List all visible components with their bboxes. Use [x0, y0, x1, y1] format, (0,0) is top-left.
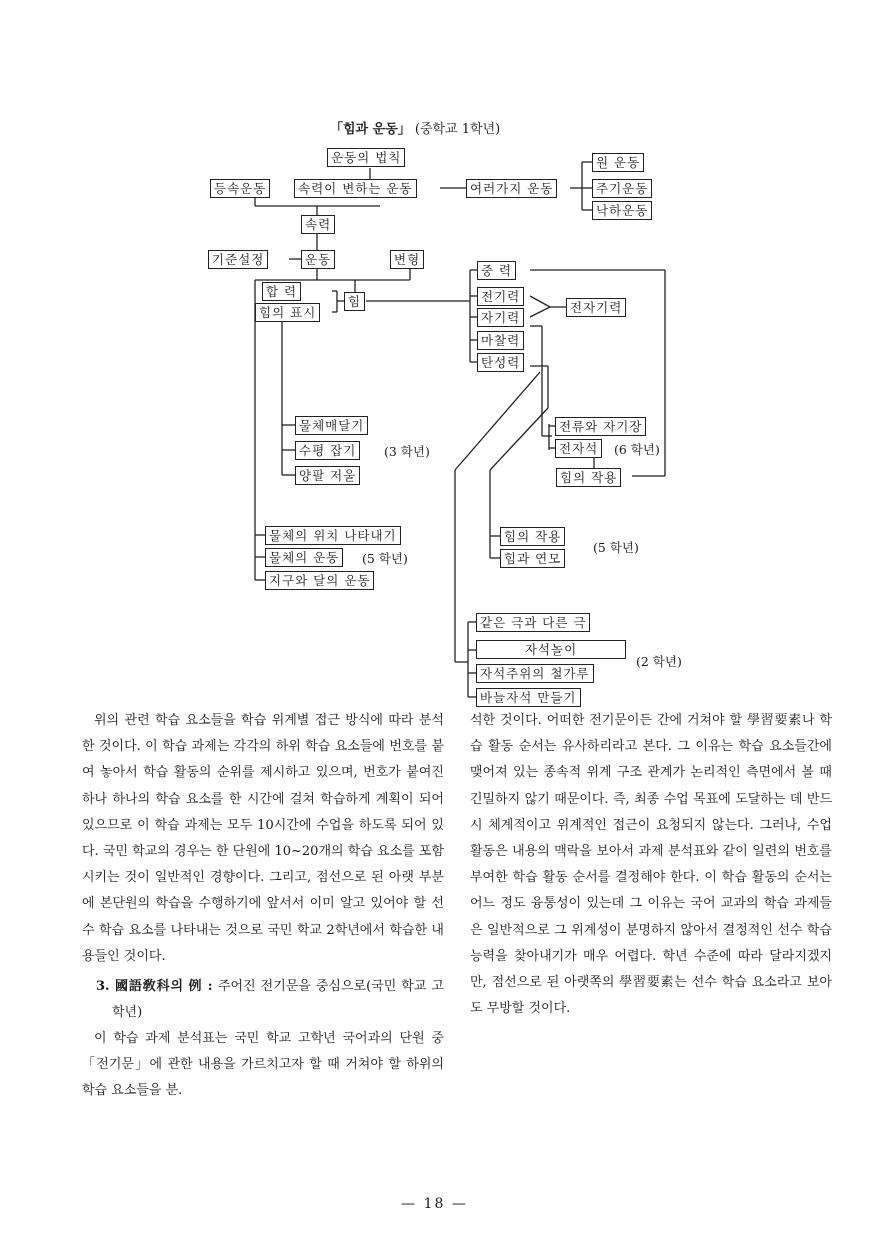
- node-scale: 양팔 저울: [295, 466, 360, 485]
- node-gravity: 중 력: [477, 261, 516, 280]
- node-uniform-motion: 등속운동: [210, 179, 270, 198]
- section-heading: [82, 974, 444, 1026]
- node-force: 힘: [344, 292, 365, 311]
- node-electromagnetic: 전자기력: [566, 298, 626, 317]
- section-heading-bold: 國語敎科의 例 :: [114, 979, 213, 995]
- node-hang-object: 물체매달기: [295, 416, 368, 435]
- node-force-display: 힘의 표시: [255, 303, 320, 322]
- node-friction: 마찰력: [477, 331, 524, 350]
- node-object-motion: 물체의 운동: [265, 548, 343, 567]
- node-motion: 운동: [301, 250, 335, 269]
- node-periodic-motion: 주기운동: [592, 179, 652, 198]
- node-resultant: 합 력: [262, 282, 301, 301]
- node-compass: 바늘자석 만들기: [476, 688, 581, 707]
- left-column: [82, 708, 444, 1105]
- node-force-action: 힘의 작용: [500, 527, 565, 546]
- grade-note-5a: (5 학년): [362, 551, 408, 566]
- node-various-motion: 여러가지 운동: [466, 179, 557, 198]
- node-electric-force: 전기력: [477, 287, 524, 306]
- diagram-title-main: 「힘과 운동」: [330, 122, 411, 137]
- grade-note-5b: (5 학년): [593, 540, 639, 555]
- node-object-position: 물체의 위치 나타내기: [265, 526, 401, 545]
- node-force-kite: 힘과 연모: [500, 549, 565, 568]
- right-paragraph-1: 석한 것이다. 어떠한 전기문이든 간에 거쳐야 할 學習要素나 학습 활동 순서는 유사하리라고 본다. 그 이유는 학습 요소들간에 맺어져 있는 종속적 위계 구조 관계가 논리적인 측면에서 볼 때 긴밀하지 않기 때문이다. 즉, 최종 수업 목표에 도달하는 데 반드시 체계적이고 위계적인 접근이 요청되지 않는다. 그러나, 수업 활동은 내용의 맥락을 보아서 과제 분석표와 같이 일련의 번호를 부여한 학습 활동 순서를 결정해야 한다. 이 학습 활동의 순서는 어느 정도 융통성이 있는데 그 이유는 국어 교과의 학습 과제들은 일반적으로 그 위계성이 분명하지 않아서 결정적인 선수 학습 능력을 찾아내기가 매우 어렵다. 학년 수준에 따라 달라지겠지만, 점선으로 된 아랫쪽의 學習要素는 선수 학습 요소라고 보아도 무방할 것이다.: [470, 713, 832, 1017]
- node-circular-motion: 원 운동: [592, 153, 644, 172]
- node-reference: 기준설정: [208, 250, 268, 269]
- node-falling-motion: 낙하운동: [592, 201, 652, 220]
- page-number: — 18 —: [401, 1196, 468, 1212]
- node-earth-moon: 지구와 달의 운동: [265, 571, 374, 590]
- node-magnetic-force: 자기력: [477, 308, 524, 327]
- grade-note-2: (2 학년): [636, 654, 682, 669]
- node-law-of-motion: 운동의 법칙: [327, 148, 405, 167]
- node-balance: 수평 잡기: [295, 441, 360, 460]
- node-magnet-play: 자석놀이: [476, 640, 626, 659]
- node-force-action-top: 힘의 작용: [556, 468, 621, 487]
- section-heading-rest: 주어진 전기문을 중심으로(국민 학교 고학년): [112, 979, 444, 1021]
- node-electromagnet: 전자석: [555, 439, 602, 458]
- node-speed: 속력: [301, 215, 335, 234]
- right-column: [470, 708, 832, 1022]
- node-elastic: 탄성력: [477, 353, 524, 372]
- grade-note-3: (3 학년): [384, 444, 430, 459]
- node-poles: 같은 극과 다른 극: [476, 613, 590, 632]
- node-current-field: 전류와 자기장: [555, 417, 646, 436]
- diagram-title-suffix: (중학교 1학년): [414, 122, 501, 137]
- node-deformation: 변형: [390, 250, 424, 269]
- left-paragraph-1: 위의 관련 학습 요소들을 학습 위계별 접근 방식에 따라 분석한 것이다. 이 학습 과제는 각각의 하위 학습 요소들에 번호를 붙여 놓아서 학습 활동의 순위를 제시하고 있으며, 번호가 붙여진 하나 하나의 학습 요소를 한 시간에 걸쳐 학습하게 계획이 되어 있으므로 이 학습 과제는 모두 10시간에 수업을 하도록 되어 있다. 국민 학교의 경우는 한 단원에 10~20개의 학습 요소를 포함시키는 것이 일반적인 경향이다. 그리고, 점선으로 된 아랫 부분에 본단원의 학습을 수행하기에 앞서서 이미 알고 있어야 할 선수 학습 요소를 나타내는 것으로 국민 학교 2학년에서 학습한 내용들인 것이다.: [82, 713, 444, 964]
- grade-note-6: (6 학년): [614, 442, 660, 457]
- left-paragraph-2: 이 학습 과제 분석표는 국민 학교 고학년 국어과의 단원 중「전기문」에 관한 내용을 가르치고자 할 때 거쳐야 할 하위의 학습 요소들을 분.: [82, 1031, 444, 1099]
- node-varying-speed: 속력이 변하는 운동: [294, 179, 417, 198]
- section-heading-number: 3.: [96, 979, 110, 995]
- node-iron-filings: 자석주위의 철가루: [476, 664, 594, 683]
